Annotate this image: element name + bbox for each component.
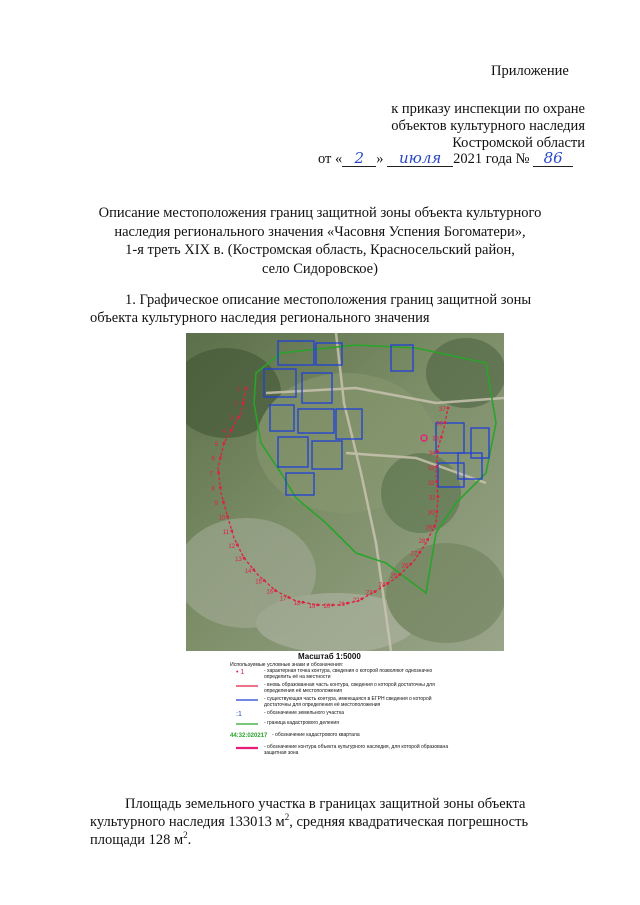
boundary-point-label: 11 bbox=[222, 529, 230, 536]
boundary-point bbox=[331, 604, 334, 607]
area-value-text: культурного наследия 133013 м bbox=[90, 814, 285, 830]
legend-item-existing-contour bbox=[230, 697, 460, 711]
boundary-point-label: 24 bbox=[378, 582, 386, 589]
boundary-point-label: 23 bbox=[365, 590, 373, 597]
legend-item-heritage-contour bbox=[230, 745, 460, 759]
legend-new-contour-text: - вновь образованная часть контура, сведения о которой достаточны для определения её местоположения bbox=[264, 682, 435, 694]
legend-item-point bbox=[230, 669, 460, 683]
boundary-point-label: 21 bbox=[338, 602, 346, 609]
boundary-point bbox=[263, 579, 266, 582]
boundary-point-label: 3 bbox=[229, 415, 234, 422]
section1-line-2: объекта культурного наследия регионального значения bbox=[90, 310, 430, 326]
legend-cadastral-division-text: - граница кадастрового деления bbox=[264, 720, 339, 726]
boundary-point bbox=[245, 387, 248, 390]
legend-magenta-line-icon bbox=[236, 745, 258, 755]
date-prefix: от « bbox=[318, 151, 343, 167]
boundary-point-label: 14 bbox=[244, 568, 252, 575]
boundary-point-label: 35 bbox=[432, 436, 439, 443]
title-line-2: наследия регионального значения «Часовня Успения Богоматери», bbox=[114, 223, 526, 240]
boundary-point-label: 34 bbox=[428, 450, 436, 457]
boundary-point-label: 30 bbox=[427, 510, 435, 517]
boundary-point-label: 5 bbox=[214, 442, 219, 449]
boundary-point-label: 31 bbox=[428, 495, 436, 502]
boundary-point bbox=[433, 525, 436, 528]
legend-parcel-text: - обозначение земельного участка bbox=[264, 710, 345, 716]
legend-scale: Масштаб 1:5000 bbox=[298, 652, 361, 661]
appendix-label: Приложение bbox=[491, 63, 569, 79]
header-line-1: к приказу инспекции по охране bbox=[391, 101, 585, 117]
legend-quarter-text: - обозначение кадастрового квартала bbox=[272, 732, 360, 738]
boundary-point bbox=[386, 582, 389, 585]
boundary-point bbox=[252, 568, 255, 571]
boundary-point-label: 17 bbox=[279, 596, 287, 603]
boundary-point-label: 7 bbox=[209, 471, 213, 478]
legend-heading: Используемые условные знаки и обозначения: bbox=[230, 662, 344, 668]
boundary-point bbox=[237, 416, 240, 419]
boundary-point bbox=[418, 551, 421, 554]
boundary-point-label: 32 bbox=[427, 480, 435, 487]
boundary-point bbox=[436, 510, 439, 513]
boundary-point-label: 2 bbox=[234, 401, 238, 408]
section1-line-1: 1. Графическое описание местоположения границ защитной зоны bbox=[125, 292, 532, 308]
boundary-point-label: 13 bbox=[235, 557, 242, 564]
boundary-point bbox=[447, 407, 450, 410]
boundary-point bbox=[426, 538, 429, 541]
site-map bbox=[186, 333, 504, 651]
date-mid: » bbox=[376, 151, 384, 167]
boundary-point-label: 28 bbox=[418, 538, 426, 545]
map-legend bbox=[230, 652, 460, 768]
boundary-point-label: 25 bbox=[390, 573, 398, 580]
area-line-3 bbox=[90, 831, 575, 849]
legend-green-line-icon bbox=[236, 721, 258, 731]
order-date-line bbox=[318, 150, 573, 168]
area-error-text: , средняя квадратическая погрешность bbox=[289, 814, 529, 830]
boundary-point bbox=[243, 557, 246, 560]
boundary-point-label: 29 bbox=[425, 525, 433, 532]
boundary-point bbox=[360, 598, 363, 601]
legend-parcel-symbol: :1 bbox=[236, 711, 242, 718]
boundary-point-label: 33 bbox=[427, 465, 435, 472]
boundary-point bbox=[230, 429, 233, 432]
boundary-point bbox=[236, 543, 239, 546]
boundary-point bbox=[223, 442, 226, 445]
boundary-point-label: 10 bbox=[218, 515, 226, 522]
area-line-2 bbox=[90, 813, 575, 831]
boundary-point bbox=[287, 596, 290, 599]
boundary-point-label: 20 bbox=[323, 604, 331, 610]
error-value-text: площади 128 м bbox=[90, 832, 184, 848]
boundary-point-label: 27 bbox=[410, 551, 418, 558]
boundary-point bbox=[436, 450, 439, 453]
boundary-point-label: 37 bbox=[439, 407, 446, 413]
legend-red-line-icon bbox=[236, 683, 258, 693]
boundary-point bbox=[444, 421, 447, 424]
boundary-point bbox=[440, 436, 443, 439]
legend-heritage-contour-text: - обозначение контура объекта культурного наследия, для которой образована защитная зона bbox=[264, 744, 449, 756]
boundary-point bbox=[316, 604, 319, 607]
boundary-point-label: 1 bbox=[237, 387, 241, 393]
boundary-point bbox=[301, 601, 304, 604]
boundary-point-label: 8 bbox=[211, 486, 215, 493]
legend-blue-line-icon bbox=[236, 697, 258, 707]
boundary-point bbox=[242, 401, 245, 404]
legend-quarter-symbol: 44:32:020217 bbox=[230, 733, 268, 739]
error-unit-exponent: 2 bbox=[183, 830, 188, 841]
document-title bbox=[60, 204, 580, 278]
error-end: . bbox=[187, 832, 192, 848]
boundary-point bbox=[435, 480, 438, 483]
boundary-point-label: 15 bbox=[255, 579, 262, 586]
boundary-point-label: 19 bbox=[308, 603, 316, 610]
order-number: 86 bbox=[533, 150, 573, 167]
boundary-point bbox=[435, 465, 438, 468]
header-line-3: Костромской области bbox=[452, 135, 585, 151]
boundary-point-label: 4 bbox=[222, 429, 226, 436]
boundary-point bbox=[226, 515, 229, 518]
legend-point-symbol: • 1 bbox=[236, 669, 245, 676]
boundary-point-label: 16 bbox=[266, 589, 274, 596]
boundary-point-label: 12 bbox=[228, 543, 236, 550]
boundary-point-label: 9 bbox=[214, 501, 218, 508]
boundary-point-label: 36 bbox=[436, 421, 443, 428]
boundary-point bbox=[230, 529, 233, 532]
boundary-point-label: 18 bbox=[293, 601, 301, 608]
boundary-point bbox=[398, 573, 401, 576]
boundary-point bbox=[409, 563, 412, 566]
boundary-point-label: 6 bbox=[211, 456, 215, 463]
date-day: 2 bbox=[342, 150, 376, 167]
date-month: июля bbox=[387, 150, 453, 167]
boundary-point bbox=[222, 501, 225, 504]
boundary-point bbox=[346, 602, 349, 605]
area-unit-exponent: 2 bbox=[284, 812, 290, 823]
title-line-3: 1-я треть XIX в. (Костромская область, Красносельский район, bbox=[125, 242, 515, 258]
title-line-1: Описание местоположения границ защитной зоны объекта культурного bbox=[98, 205, 542, 221]
legend-existing-contour-text: - существующая часть контура, имеющаяся в ЕГРН сведения о которой достаточны для определения её местоположения bbox=[264, 696, 432, 708]
header-line-2: объектов культурного наследия bbox=[391, 118, 585, 134]
boundary-point-label: 22 bbox=[352, 597, 360, 604]
boundary-point bbox=[219, 486, 222, 489]
boundary-point bbox=[373, 590, 376, 593]
boundary-point-label: 26 bbox=[401, 563, 409, 570]
boundary-point bbox=[217, 471, 220, 474]
boundary-point bbox=[219, 456, 222, 459]
legend-item-new-contour bbox=[230, 683, 460, 697]
date-year: 2021 года № bbox=[453, 151, 530, 167]
area-line-1: Площадь земельного участка в границах защитной зоны объекта bbox=[125, 796, 526, 812]
boundary-point bbox=[274, 589, 277, 592]
title-line-4: село Сидоровское) bbox=[262, 260, 378, 277]
boundary-point bbox=[436, 495, 439, 498]
legend-point-text: - характерная точка контура, сведения о которой позволяют однозначно определить её на местности bbox=[264, 668, 433, 680]
